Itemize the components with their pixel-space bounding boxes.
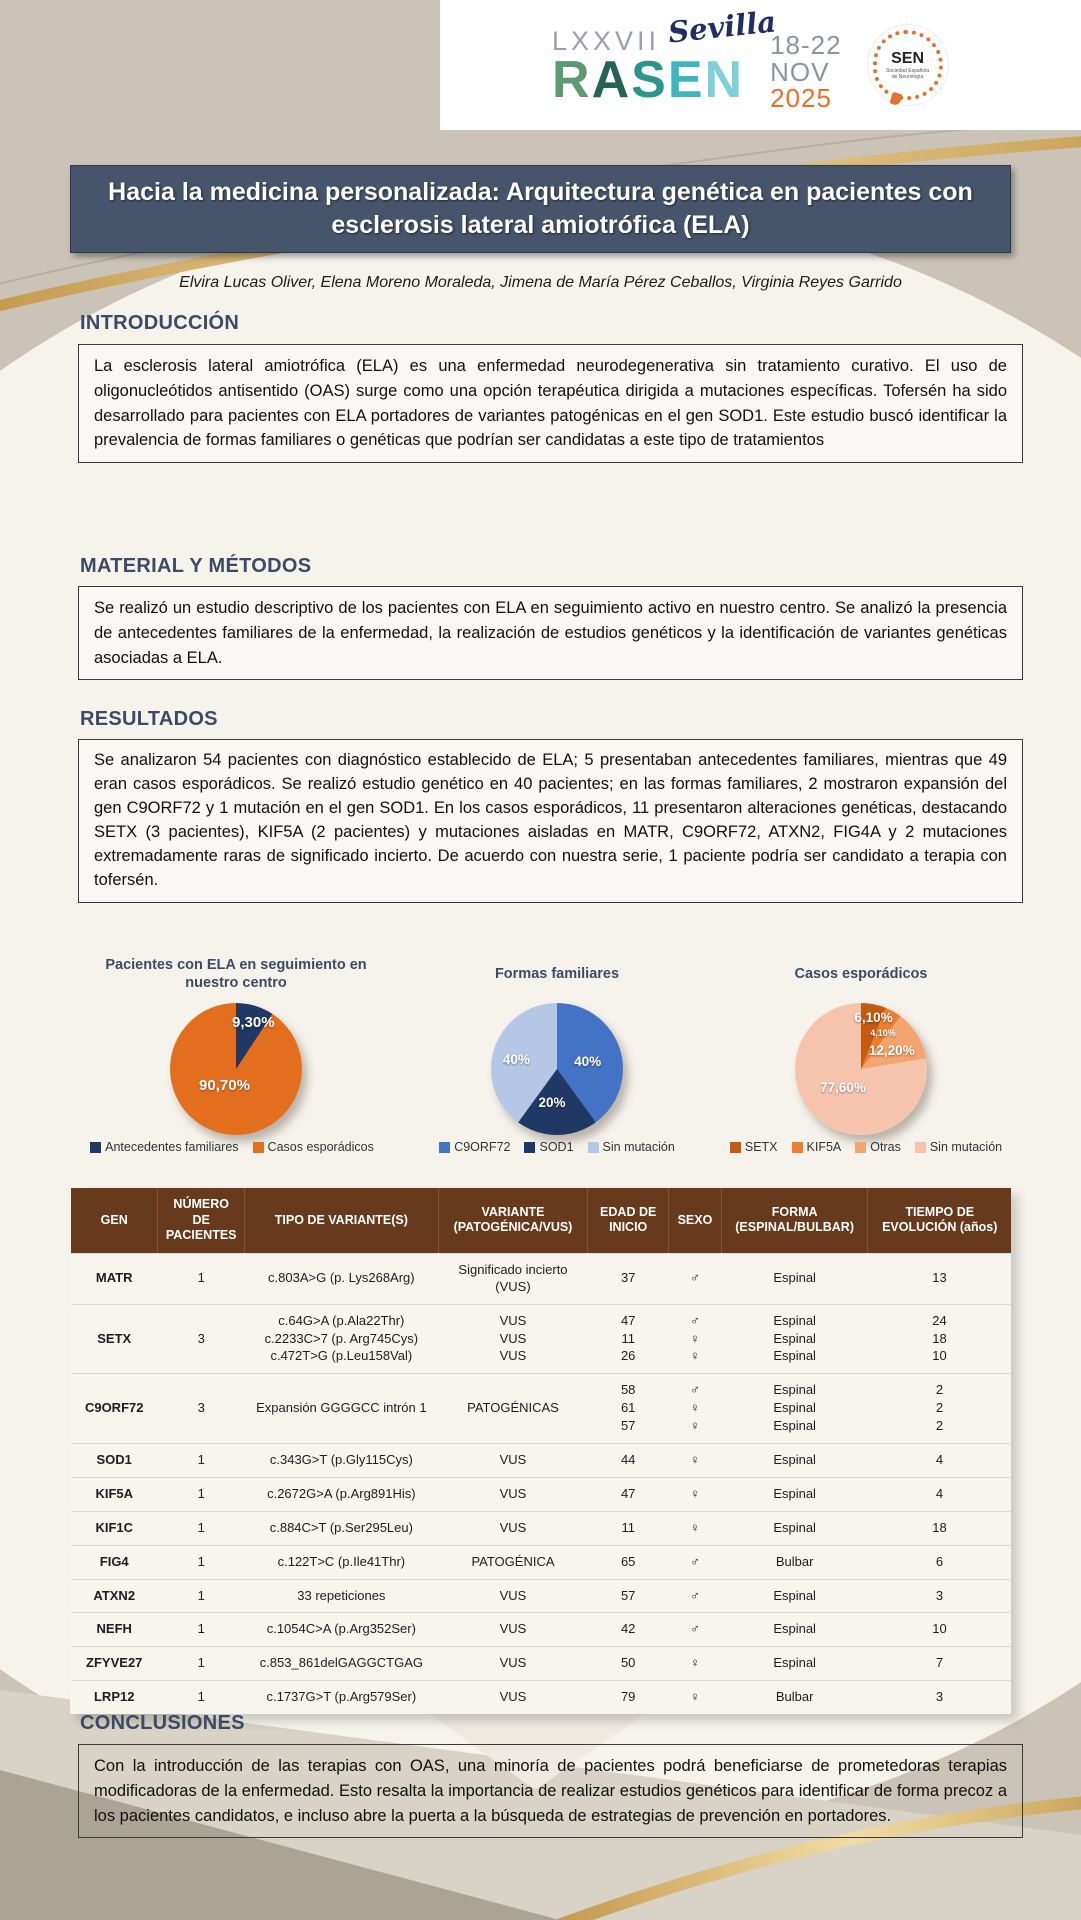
legend-swatch	[439, 1142, 450, 1153]
table-header-cell: GEN	[71, 1188, 158, 1253]
table-cell: 58 61 57	[588, 1374, 669, 1444]
section-heading-introduccion: INTRODUCCIÓN	[80, 312, 240, 334]
section-heading-conclusiones: CONCLUSIONES	[80, 1712, 245, 1734]
table-cell: 3	[868, 1681, 1011, 1714]
table-cell: 11	[588, 1511, 669, 1545]
legend-item: C9ORF72	[439, 1140, 510, 1154]
pie-chart-pacientes	[170, 1003, 302, 1135]
legend-item: Casos esporádicos	[253, 1140, 374, 1154]
table-cell: 6	[868, 1545, 1011, 1579]
edition-number: LXXVII	[552, 25, 661, 56]
section-heading-resultados: RESULTADOS	[80, 708, 218, 730]
table-header-cell: SEXO	[669, 1188, 722, 1253]
table-cell: 10	[868, 1613, 1011, 1647]
table-cell: 1	[158, 1647, 245, 1681]
table-cell: KIF1C	[71, 1511, 158, 1545]
table-cell: PATOGÉNICA	[438, 1545, 588, 1579]
legend-item: Sin mutación	[915, 1140, 1002, 1154]
table-cell: Espinal Espinal Espinal	[721, 1304, 868, 1374]
results-table	[70, 1188, 1011, 1714]
table-cell: 13	[868, 1253, 1011, 1304]
table-cell: 37	[588, 1253, 669, 1304]
table-cell: c.884C>T (p.Ser295Leu)	[244, 1511, 438, 1545]
table-cell: Espinal	[721, 1477, 868, 1511]
introduccion-text: La esclerosis lateral amiotrófica (ELA) es una enfermedad neurodegenerativa sin tratamiento curativo. El uso de oligonucleótidos antisentido (OAS) surge como una opción terapéutica dirigida a mutaciones específicas. Tofersén ha sido desarrollado para pacientes con ELA portadores de variantes patogénicas en el gen SOD1. Este estudio buscó identificar la prevalencia de formas familiares o genéticas que podrían ser candidatas a este tipo de tratamientos	[78, 344, 1023, 463]
pie-chart-familiares	[491, 1003, 623, 1135]
table-cell: 1	[158, 1681, 245, 1714]
table-header-cell: EDAD DE INICIO	[588, 1188, 669, 1253]
table-row	[71, 1579, 1012, 1613]
legend-item: SETX	[730, 1140, 778, 1154]
pie-value-label: 6,10%	[854, 1009, 893, 1025]
table-header-cell: FORMA (ESPINAL/BULBAR)	[721, 1188, 868, 1253]
legend-swatch	[855, 1142, 866, 1153]
legend-swatch	[90, 1142, 101, 1153]
conference-header	[440, 0, 1081, 130]
legend-item: KIF5A	[792, 1140, 842, 1154]
city-script: Sevilla	[666, 4, 778, 50]
section-heading-metodos: MATERIAL Y MÉTODOS	[80, 555, 312, 577]
pie-value-label: 9,30%	[232, 1013, 275, 1031]
resultados-text: Se analizaron 54 pacientes con diagnóstico establecido de ELA; 5 presentaban antecedentes familiares, mientras que 49 eran casos esporádicos. Se realizó estudio genético en 40 pacientes; en las formas familiares, 2 mostraron expansión del gen C9ORF72 y 1 mutación en el gen SOD1. En los casos esporádicos, 11 presentaron alteraciones genéticas, destacando SETX (3 pacientes), KIF5A (2 pacientes) y mutaciones aisladas en MATR, C9ORF72, ATXN2, FIG4A y 2 mutaciones extremadamente raras de significado incierto. De acuerdo con nuestra serie, 1 paciente podría ser candidato a terapia con tofersén.	[78, 739, 1023, 903]
table-header-row	[71, 1188, 1012, 1253]
table-cell: ♂ ♀ ♀	[669, 1374, 722, 1444]
legend-pacientes	[52, 1140, 412, 1154]
table-cell: Expansión GGGGCC intrón 1	[244, 1374, 438, 1444]
table-cell: 42	[588, 1613, 669, 1647]
metodos-text: Se realizó un estudio descriptivo de los pacientes con ELA en seguimiento activo en nuestro centro. Se analizó la presencia de antecedentes familiares de la enfermedad, la realización de estudios genéticos y la identificación de variantes genéticas asociadas a ELA.	[78, 586, 1023, 680]
table-cell: 47	[588, 1477, 669, 1511]
table-cell: 18	[868, 1511, 1011, 1545]
table-cell: SOD1	[71, 1444, 158, 1478]
table-cell: Significado incierto (VUS)	[438, 1253, 588, 1304]
table-cell: Espinal	[721, 1444, 868, 1478]
table-cell: 1	[158, 1511, 245, 1545]
table-header-cell: TIEMPO DE EVOLUCIÓN (años)	[868, 1188, 1011, 1253]
table-cell: 79	[588, 1681, 669, 1714]
legend-item: Antecedentes familiares	[90, 1140, 238, 1154]
table-cell: ♀	[669, 1647, 722, 1681]
table-cell: VUS	[438, 1681, 588, 1714]
table-cell: 1	[158, 1253, 245, 1304]
authors-line: Elvira Lucas Oliver, Elena Moreno Moraleda, Jimena de María Pérez Ceballos, Virginia Reyes Garrido	[179, 274, 902, 291]
table-cell: VUS	[438, 1477, 588, 1511]
pie-value-label: 90,70%	[199, 1076, 250, 1094]
table-cell: ♂	[669, 1545, 722, 1579]
table-cell: ZFYVE27	[71, 1647, 158, 1681]
chart-title: Pacientes con ELA en seguimiento en nuestro centro	[105, 956, 367, 991]
table-cell: c.64G>A (p.Ala22Thr) c.2233C>7 (p. Arg745Cys) c.472T>G (p.Leu158Val)	[244, 1304, 438, 1374]
conclusiones-text: Con la introducción de las terapias con OAS, una minoría de pacientes podrá beneficiarse de prometedoras terapias modificadoras de la enfermedad. Esto resalta la importancia de realizar estudios genéticos para identificar de forma precoz a los pacientes candidatos, e incluso abre la puerta a la búsqueda de estrategias de prevención en portadores.	[78, 1744, 1023, 1838]
table-cell: 3	[158, 1374, 245, 1444]
table-row	[71, 1681, 1012, 1714]
table-header-cell: TIPO DE VARIANTE(S)	[244, 1188, 438, 1253]
congress-acronym: RASEN	[552, 50, 745, 109]
poster-title-bar	[70, 165, 1011, 253]
legend-swatch	[588, 1142, 599, 1153]
table-cell: PATOGÉNICAS	[438, 1374, 588, 1444]
table-cell: ♀	[669, 1511, 722, 1545]
legend-swatch	[524, 1142, 535, 1153]
table-cell: ♀	[669, 1477, 722, 1511]
pie-value-label: 12,20%	[868, 1042, 915, 1058]
table-cell: 57	[588, 1579, 669, 1613]
chart-casos-esporadicos	[702, 950, 1020, 1140]
table-row	[71, 1613, 1012, 1647]
table-row	[71, 1374, 1012, 1444]
table-cell: 50	[588, 1647, 669, 1681]
table-cell: c.2672G>A (p.Arg891His)	[244, 1477, 438, 1511]
table-cell: 24 18 10	[868, 1304, 1011, 1374]
table-cell: 1	[158, 1545, 245, 1579]
table-cell: c.1737G>T (p.Arg579Ser)	[244, 1681, 438, 1714]
table-cell: 65	[588, 1545, 669, 1579]
table-cell: 1	[158, 1579, 245, 1613]
table-cell: ♂ ♀ ♀	[669, 1304, 722, 1374]
table-cell: SETX	[71, 1304, 158, 1374]
table-cell: c.122T>C (p.Ile41Thr)	[244, 1545, 438, 1579]
legend-esporadicos	[702, 1140, 1030, 1154]
table-row	[71, 1304, 1012, 1374]
table-row	[71, 1477, 1012, 1511]
table-cell: 44	[588, 1444, 669, 1478]
table-cell: FIG4	[71, 1545, 158, 1579]
congress-logo	[552, 4, 778, 109]
table-header-cell: VARIANTE (PATOGÉNICA/VUS)	[438, 1188, 588, 1253]
pie-value-label: 40%	[502, 1051, 530, 1067]
table-cell: 1	[158, 1477, 245, 1511]
table-cell: ♀	[669, 1444, 722, 1478]
results-table-wrap	[70, 1188, 1011, 1714]
chart-legends	[52, 1140, 1030, 1154]
table-cell: 3	[158, 1304, 245, 1374]
congress-dates: 18-22 NOV 2025	[770, 30, 842, 114]
table-cell: ATXN2	[71, 1579, 158, 1613]
pie-value-label: 20%	[538, 1095, 566, 1111]
table-cell: Espinal Espinal Espinal	[721, 1374, 868, 1444]
table-cell: NEFH	[71, 1613, 158, 1647]
table-cell: 33 repeticiones	[244, 1579, 438, 1613]
table-cell: VUS	[438, 1579, 588, 1613]
table-cell: Espinal	[721, 1647, 868, 1681]
legend-item: Otras	[855, 1140, 901, 1154]
pie-value-label: 77,60%	[820, 1079, 866, 1095]
table-cell: KIF5A	[71, 1477, 158, 1511]
pie-value-label: 40%	[574, 1054, 602, 1070]
legend-item: SOD1	[524, 1140, 573, 1154]
table-header-cell: NÚMERO DE PACIENTES	[158, 1188, 245, 1253]
table-cell: ♂	[669, 1613, 722, 1647]
table-cell: VUS	[438, 1511, 588, 1545]
sen-society-logo: SEN Sociedad Española de Neurología	[868, 25, 948, 105]
legend-swatch	[792, 1142, 803, 1153]
table-row	[71, 1647, 1012, 1681]
table-row	[71, 1253, 1012, 1304]
table-cell: Espinal	[721, 1511, 868, 1545]
table-cell: Bulbar	[721, 1681, 868, 1714]
table-cell: MATR	[71, 1253, 158, 1304]
legend-item: Sin mutación	[588, 1140, 675, 1154]
charts-row	[60, 950, 1020, 1140]
pie-value-label: 4,10%	[870, 1028, 896, 1039]
table-cell: VUS	[438, 1444, 588, 1478]
table-cell: c.343G>T (p.Gly115Cys)	[244, 1444, 438, 1478]
table-cell: VUS VUS VUS	[438, 1304, 588, 1374]
legend-swatch	[915, 1142, 926, 1153]
table-cell: 3	[868, 1579, 1011, 1613]
table-row	[71, 1444, 1012, 1478]
chart-title: Formas familiares	[494, 965, 620, 982]
table-cell: Espinal	[721, 1253, 868, 1304]
table-cell: 4	[868, 1444, 1011, 1478]
table-cell: LRP12	[71, 1681, 158, 1714]
table-cell: 1	[158, 1444, 245, 1478]
table-cell: 4	[868, 1477, 1011, 1511]
table-cell: ♂	[669, 1253, 722, 1304]
table-cell: Espinal	[721, 1613, 868, 1647]
poster-title: Hacia la medicina personalizada: Arquitectura genética en pacientes con esclerosis lateral amiotrófica (ELA)	[108, 178, 973, 239]
table-cell: 2 2 2	[868, 1374, 1011, 1444]
table-cell: Espinal	[721, 1579, 868, 1613]
chart-title: Casos esporádicos	[794, 965, 928, 982]
chart-pacientes-ela	[60, 950, 412, 1140]
table-cell: c.1054C>A (p.Arg352Ser)	[244, 1613, 438, 1647]
table-row	[71, 1545, 1012, 1579]
table-cell: VUS	[438, 1613, 588, 1647]
table-cell: 7	[868, 1647, 1011, 1681]
table-cell: c.853_861delGAGGCTGAG	[244, 1647, 438, 1681]
table-row	[71, 1511, 1012, 1545]
table-cell: 47 11 26	[588, 1304, 669, 1374]
table-cell: VUS	[438, 1647, 588, 1681]
legend-swatch	[253, 1142, 264, 1153]
table-cell: 1	[158, 1613, 245, 1647]
legend-swatch	[730, 1142, 741, 1153]
table-cell: ♀	[669, 1681, 722, 1714]
table-cell: c.803A>G (p. Lys268Arg)	[244, 1253, 438, 1304]
pie-chart-esporadicos	[795, 1003, 927, 1135]
legend-familiares	[412, 1140, 702, 1154]
table-cell: Bulbar	[721, 1545, 868, 1579]
table-cell: C9ORF72	[71, 1374, 158, 1444]
table-cell: ♂	[669, 1579, 722, 1613]
chart-formas-familiares	[412, 950, 702, 1140]
